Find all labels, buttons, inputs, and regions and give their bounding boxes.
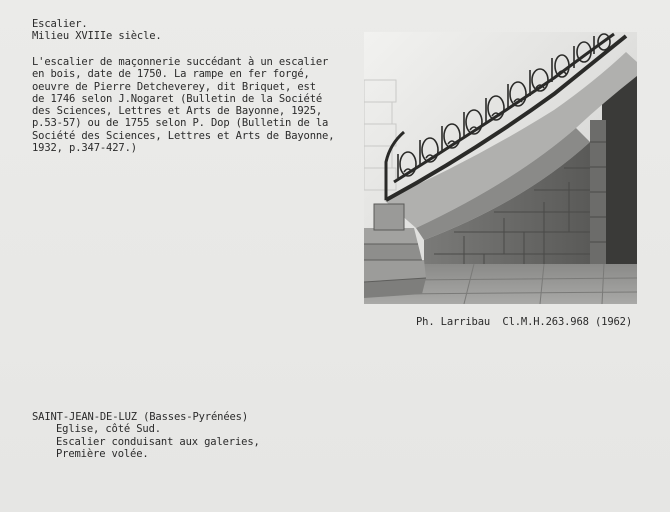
location-detail: Première volée. xyxy=(56,447,149,460)
header-title: Escalier. xyxy=(32,18,88,30)
header-block xyxy=(32,18,162,43)
description-line: L'escalier de maçonnerie succédant à un escalier xyxy=(32,56,329,68)
location-subject: Escalier conduisant aux galeries, xyxy=(56,435,260,448)
description-line: Société des Sciences, Lettres et Arts de Bayonne, xyxy=(32,129,335,142)
header-date: Milieu XVIIIe siècle. xyxy=(32,30,162,43)
description-line: de 1746 selon J.Nogaret (Bulletin de la Société xyxy=(32,92,323,105)
staircase-photo xyxy=(364,32,637,304)
description-line: p.53-57) ou de 1755 selon P. Dop (Bulletin de la xyxy=(32,117,329,130)
location-building: Eglise, côté Sud. xyxy=(56,423,161,436)
location-town: SAINT-JEAN-DE-LUZ (Basses-Pyrénées) xyxy=(32,411,249,423)
description-line: en bois, date de 1750. La rampe en fer forgé, xyxy=(32,68,310,81)
description-line: oeuvre de Pierre Detcheverey, dit Briquet, est xyxy=(32,80,316,93)
photo-credit: Ph. Larribau Cl.M.H.263.968 (1962) xyxy=(416,316,633,328)
description-block xyxy=(32,56,334,154)
staircase-photo-drawing xyxy=(364,32,637,304)
description-line: 1932, p.347-427.) xyxy=(32,142,137,155)
description-line: des Sciences, Lettres et Arts de Bayonne, 1925, xyxy=(32,105,323,118)
location-block xyxy=(32,411,260,460)
